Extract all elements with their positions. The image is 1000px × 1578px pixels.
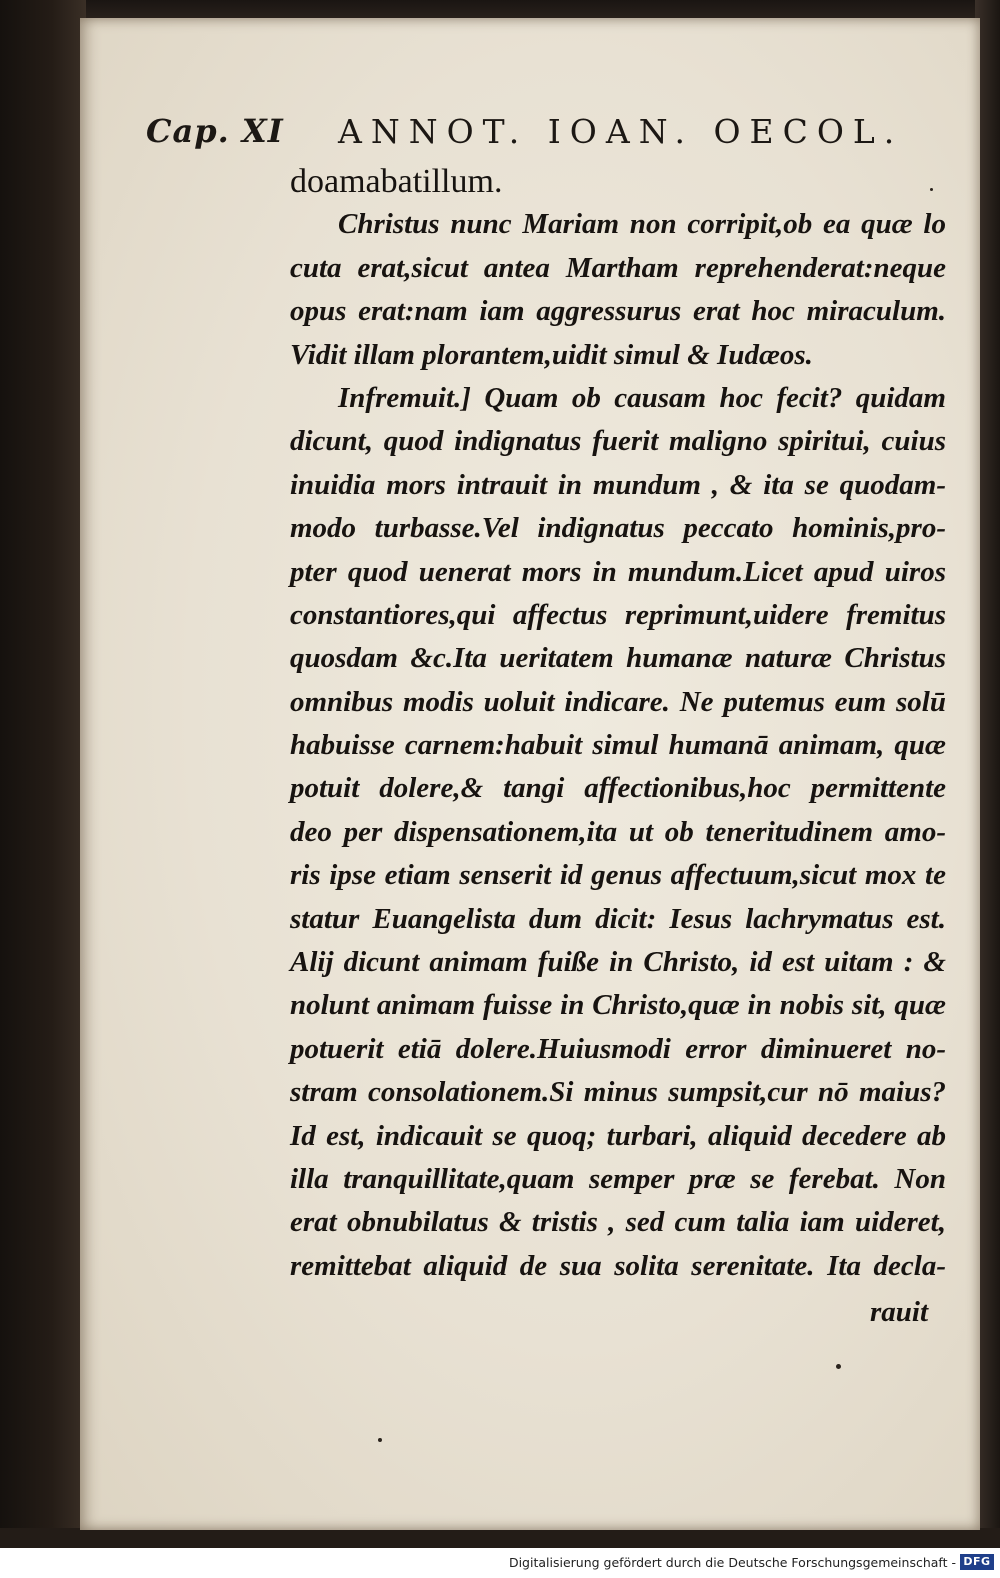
text-line: remittebat aliquid de sua solita serenitate. Ita decla- bbox=[290, 1249, 946, 1282]
text-line: potuerit etiā dolere.Huiusmodi error diminueret no- bbox=[290, 1032, 946, 1065]
text-line: doamabatillum. bbox=[290, 163, 503, 200]
ink-speck bbox=[378, 1438, 382, 1442]
text-line: Christus nunc Mariam non corripit,ob ea quæ lo bbox=[338, 208, 946, 241]
text-line: nolunt animam fuisse in Christo,quæ in nobis sit, quæ bbox=[290, 989, 946, 1022]
catchword: rauit bbox=[870, 1296, 929, 1328]
body-text bbox=[290, 160, 946, 1288]
text-line: potuit dolere,& tangi affectionibus,hoc permittente bbox=[290, 772, 946, 805]
ink-speck bbox=[836, 1364, 841, 1369]
text-line: Id est, indicauit se quoq; turbari, aliquid decedere ab bbox=[290, 1119, 946, 1152]
text-line: constantiores,qui affectus reprimunt,uidere fremitus bbox=[290, 598, 946, 631]
chapter-label: Cap. XI bbox=[146, 112, 284, 150]
text-line: erat obnubilatus & tristis , sed cum talia iam uideret, bbox=[290, 1206, 946, 1239]
text-line: habuisse carnem:habuit simul humanā animam, quæ bbox=[290, 729, 946, 762]
text-line: Vidit illam plorantem,uidit simul & Iudæos. bbox=[290, 338, 813, 371]
ink-speck bbox=[930, 188, 933, 191]
scan-border-bottom bbox=[0, 1528, 1000, 1548]
text-line: stram consolationem.Si minus sumpsit,cur nō maius? bbox=[290, 1076, 946, 1109]
dfg-logo[interactable]: DFG bbox=[960, 1554, 994, 1570]
text-line: Alij dicunt animam fuiße in Christo, id est uitam : & bbox=[290, 946, 946, 979]
text-line: Infremuit.] Quam ob causam hoc fecit? quidam bbox=[338, 381, 946, 414]
text-line: cuta erat,sicut antea Martham reprehenderat:neque bbox=[290, 251, 946, 284]
text-line: deo per dispensationem,ita ut ob teneritudinem amo- bbox=[290, 815, 946, 848]
text-line: omnibus modis uoluit indicare. Ne putemus eum solū bbox=[290, 685, 946, 718]
text-line: dicunt, quod indignatus fuerit maligno spiritui, cuius bbox=[290, 425, 946, 458]
text-line: modo turbasse.Vel indignatus peccato hominis,pro- bbox=[290, 512, 946, 545]
text-line: ris ipse etiam senserit id genus affectuum,sicut mox te bbox=[290, 859, 946, 892]
funding-notice: Digitalisierung gefördert durch die Deutsche Forschungsgemeinschaft - bbox=[508, 1555, 956, 1570]
text-line: pter quod uenerat mors in mundum.Licet apud uiros bbox=[290, 555, 946, 588]
text-line: quosdam &c.Ita ueritatem humanæ naturæ Christus bbox=[290, 642, 946, 675]
text-line: opus erat:nam iam aggressurus erat hoc miraculum. bbox=[290, 295, 946, 328]
text-line: inuidia mors intrauit in mundum , & ita se quodam- bbox=[290, 468, 946, 501]
digitization-footer bbox=[0, 1548, 1000, 1578]
running-title: ANNOT. IOAN. OECOL. bbox=[338, 112, 904, 151]
text-line: illa tranquillitate,quam semper præ se ferebat. Non bbox=[290, 1162, 946, 1195]
text-line: statur Euangelista dum dicit: Iesus lachrymatus est. bbox=[290, 902, 946, 935]
book-spine-shadow bbox=[0, 0, 86, 1545]
page-header bbox=[140, 112, 920, 160]
